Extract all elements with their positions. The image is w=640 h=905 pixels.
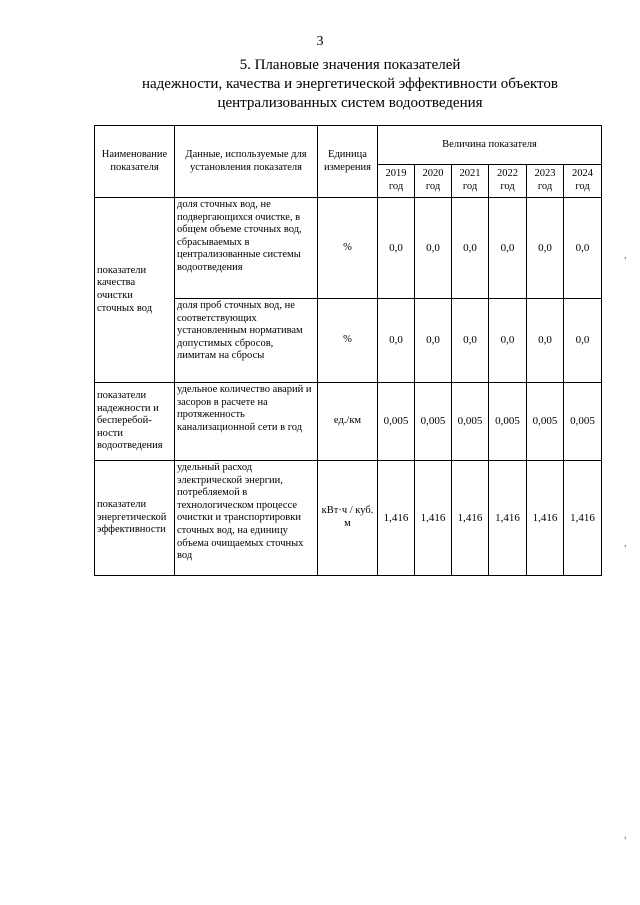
indicator-group-name: показатели надежности и бесперебой-ности водоотведения [95,383,175,461]
unit-cell: % [318,299,378,383]
unit-cell: кВт·ч / куб. м [318,461,378,576]
value-cell: 1,416 [527,461,564,576]
value-cell: 0,0 [452,299,489,383]
title-line-2: надежности, качества и энергетической эффективности объектов [141,76,558,92]
header-unit: Единица измерения [318,126,378,198]
value-cell: 0,005 [415,383,452,461]
header-value-group: Величина показателя [378,126,602,165]
scan-margin-mark: , [624,250,627,261]
value-cell: 0,005 [378,383,415,461]
value-cell: 0,005 [489,383,527,461]
indicator-data-cell: удельное количество аварий и засоров в расчете на протяженность канализационной сети в год [175,383,318,461]
value-cell: 0,0 [527,299,564,383]
unit-cell: % [318,198,378,299]
scan-margin-mark: , [624,538,627,549]
unit-cell: ед./км [318,383,378,461]
value-cell: 0,005 [527,383,564,461]
indicator-group-name: показатели энергетической эффективности [95,461,175,576]
indicator-group-name: показатели качества очистки сточных вод [95,198,175,383]
value-cell: 1,416 [415,461,452,576]
value-cell: 1,416 [378,461,415,576]
table-row [95,198,602,299]
title-line-1: 5. Плановые значения показателей [239,57,461,73]
header-year: 2024 год [564,165,602,198]
header-year: 2020 год [415,165,452,198]
header-data: Данные, используемые для установления показателя [175,126,318,198]
value-cell: 1,416 [452,461,489,576]
indicator-data-cell: удельный расход электрической энергии, потребляемой в технологическом процессе очистки и транспортировки сточных вод, на единицу объема очищаемых сточных вод [175,461,318,576]
value-cell: 0,0 [489,198,527,299]
title-line-3: централизованных систем водоотведения [217,95,483,111]
indicator-data-cell: доля проб сточных вод, не соответствующих установленным нормативам допустимых сбросов, лимитам на сбросы [175,299,318,383]
table-row [95,383,602,461]
header-year: 2019 год [378,165,415,198]
indicator-data-cell: доля сточных вод, не подвергающихся очистке, в общем объеме сточных вод, сбрасываемых в централизованные системы водоотведения [175,198,318,299]
value-cell: 0,005 [452,383,489,461]
value-cell: 1,416 [489,461,527,576]
value-cell: 0,0 [564,299,602,383]
header-year: 2023 год [527,165,564,198]
value-cell: 0,0 [564,198,602,299]
header-year: 2021 год [452,165,489,198]
scan-margin-mark: , [624,830,627,841]
header-name: Наименование показателя [95,126,175,198]
page-title [130,56,570,113]
value-cell: 0,0 [378,299,415,383]
value-cell: 0,0 [378,198,415,299]
page-number: 3 [316,34,324,49]
header-year: 2022 год [489,165,527,198]
value-cell: 0,0 [489,299,527,383]
value-cell: 0,0 [527,198,564,299]
value-cell: 0,005 [564,383,602,461]
value-cell: 1,416 [564,461,602,576]
value-cell: 0,0 [415,299,452,383]
value-cell: 0,0 [415,198,452,299]
value-cell: 0,0 [452,198,489,299]
indicators-table [94,125,602,576]
table-row [95,461,602,576]
